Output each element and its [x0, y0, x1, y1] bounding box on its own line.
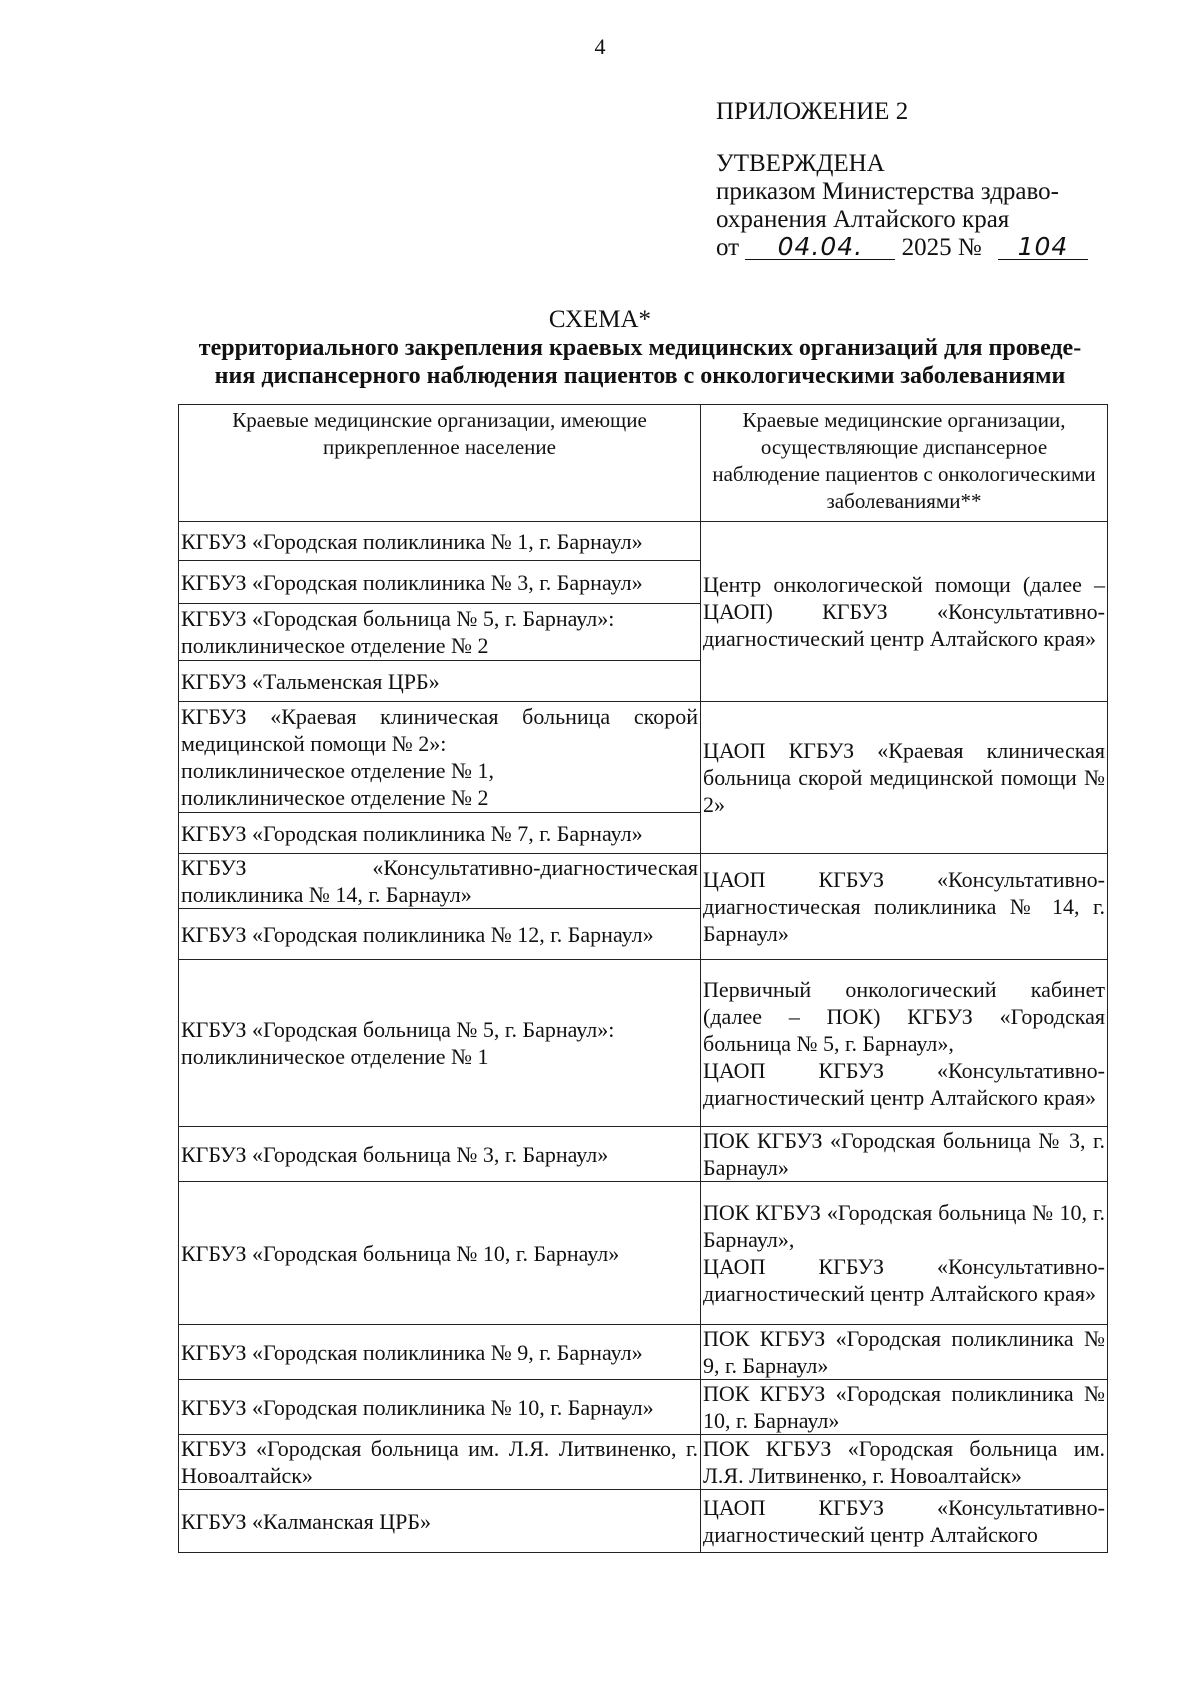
- attached-org-cell: [179, 1435, 701, 1490]
- attached-org-cell: [179, 813, 701, 854]
- appendix-label: ПРИЛОЖЕНИЕ 2: [716, 98, 909, 125]
- dispensary-org-cell: [701, 960, 1108, 1127]
- date-line: [716, 234, 1146, 262]
- schema-subtitle: [150, 334, 1130, 390]
- attached-org-cell: [179, 909, 701, 960]
- dispensary-org-line: ЦАОП КГБУЗ «Консультативно-диагностический центр Алтайского края»: [703, 1254, 1105, 1306]
- table-row: [179, 1490, 1108, 1553]
- attached-org-cell: [179, 1380, 701, 1435]
- dispensary-org-line: Первичный онкологический кабинет (далее – ПОК) КГБУЗ «Городская больница № 5, г. Барнаул»,: [703, 976, 1105, 1056]
- attached-org-line: КГБУЗ «Городская поликлиника № 1, г. Барнаул»: [181, 528, 643, 554]
- attached-org-cell: [179, 960, 701, 1127]
- attached-org-line: КГБУЗ «Городская больница им. Л.Я. Литвиненко, г. Новоалтайск»: [181, 1436, 698, 1488]
- table-row: [179, 1380, 1108, 1435]
- dispensary-org-line: ПОК КГБУЗ «Городская поликлиника № 10, г. Барнаул»: [703, 1381, 1105, 1433]
- dispensary-org-cell: [701, 1435, 1108, 1490]
- attached-org-line: КГБУЗ «Городская поликлиника № 3, г. Барнаул»: [181, 569, 643, 595]
- dispensary-org-line: ПОК КГБУЗ «Городская поликлиника № 9, г. Барнаул»: [703, 1326, 1105, 1378]
- dispensary-org-line: ЦАОП КГБУЗ «Консультативно-диагностическая поликлиника № 14, г. Барнаул»: [703, 867, 1105, 946]
- attached-org-cell: [179, 561, 701, 604]
- attached-org-line: КГБУЗ «Городская поликлиника № 9, г. Барнаул»: [181, 1339, 643, 1365]
- attached-org-cell: [179, 1127, 701, 1182]
- attached-org-line: КГБУЗ «Городская больница № 5, г. Барнаул»:: [181, 606, 615, 631]
- table-row: [179, 1127, 1108, 1182]
- dispensary-org-line: ЦАОП КГБУЗ «Консультативно-диагностический центр Алтайского: [703, 1495, 1105, 1547]
- table-row: [179, 1435, 1108, 1490]
- year-text: 2025 №: [901, 234, 982, 261]
- appendix-block: [716, 98, 1146, 262]
- attached-org-line: поликлиническое отделение № 1,: [181, 758, 495, 783]
- dispensary-org-cell: [701, 1325, 1108, 1380]
- attached-org-cell: [179, 604, 701, 661]
- table-row: [179, 960, 1108, 1127]
- dispensary-org-cell: [701, 854, 1108, 960]
- table-row: [179, 1325, 1108, 1380]
- approved-label: УТВЕРЖДЕНА: [716, 150, 885, 177]
- attached-org-cell: [179, 661, 701, 702]
- dispensary-org-line: ЦАОП КГБУЗ «Краевая клиническая больница скорой медицинской помощи № 2»: [703, 738, 1105, 817]
- subtitle-line-2: ния диспансерного наблюдения пациентов с онкологическими заболеваниями: [214, 363, 1066, 389]
- attached-org-line: КГБУЗ «Городская поликлиника № 7, г. Барнаул»: [181, 820, 643, 846]
- dispensary-org-cell: [701, 522, 1108, 702]
- handwritten-date: 04.04.: [745, 235, 895, 260]
- attached-org-line: КГБУЗ «Краевая клиническая больница скорой медицинской помощи № 2»:: [181, 704, 698, 756]
- approved-by-line-2: охранения Алтайского края: [716, 206, 1010, 233]
- dispensary-org-cell: [701, 1182, 1108, 1325]
- attached-org-cell: [179, 702, 701, 813]
- header-dispensary-orgs: Краевые медицинские организации, осуществляющие диспансерное наблюдение пациентов с онкологическими заболеваниями**: [701, 405, 1108, 522]
- attached-org-line: КГБУЗ «Консультативно-диагностическая поликлиника № 14, г. Барнаул»: [181, 855, 698, 907]
- attached-org-line: КГБУЗ «Городская поликлиника № 10, г. Барнаул»: [181, 1394, 654, 1420]
- attached-org-line: КГБУЗ «Тальменская ЦРБ»: [181, 668, 440, 694]
- table-row: [179, 854, 1108, 909]
- dispensary-org-cell: [701, 1380, 1108, 1435]
- handwritten-number: 104: [998, 235, 1088, 260]
- table-row: [179, 1182, 1108, 1325]
- table-body: [179, 522, 1108, 1553]
- attached-org-cell: [179, 1325, 701, 1380]
- dispensary-org-cell: [701, 702, 1108, 854]
- attached-org-line: КГБУЗ «Городская больница № 5, г. Барнаул»:: [181, 1017, 615, 1042]
- attached-org-cell: [179, 1490, 701, 1553]
- schema-title: СХЕМА*: [548, 306, 652, 333]
- attached-org-line: поликлиническое отделение № 2: [181, 633, 489, 658]
- attached-org-line: КГБУЗ «Городская поликлиника № 12, г. Барнаул»: [181, 921, 654, 947]
- subtitle-line-1: территориального закрепления краевых медицинских организаций для проведе-: [198, 335, 1082, 361]
- dispensary-org-cell: [701, 1490, 1108, 1553]
- attached-org-line: поликлиническое отделение № 2: [181, 785, 489, 810]
- dispensary-org-line: ПОК КГБУЗ «Городская больница № 10, г. Барнаул»,: [703, 1200, 1105, 1252]
- attached-org-line: КГБУЗ «Калманская ЦРБ»: [181, 1508, 431, 1534]
- approved-by-line-1: приказом Министерства здраво-: [716, 178, 1059, 205]
- attached-org-line: КГБУЗ «Городская больница № 10, г. Барнаул»: [181, 1240, 620, 1266]
- attached-org-cell: [179, 854, 701, 909]
- attached-org-line: поликлиническое отделение № 1: [181, 1044, 489, 1069]
- dispensary-org-line: Центр онкологической помощи (далее – ЦАОП) КГБУЗ «Консультативно-диагностический центр Алтайского края»: [703, 572, 1105, 651]
- attached-org-line: КГБУЗ «Городская больница № 3, г. Барнаул»: [181, 1141, 609, 1167]
- dispensary-org-line: ЦАОП КГБУЗ «Консультативно-диагностический центр Алтайского края»: [703, 1057, 1105, 1110]
- attached-org-cell: [179, 1182, 701, 1325]
- date-prefix: от: [716, 234, 740, 261]
- scheme-table: [178, 404, 1108, 1553]
- dispensary-org-line: ПОК КГБУЗ «Городская больница № 3, г. Барнаул»: [703, 1128, 1105, 1180]
- table-header-row: [179, 405, 1108, 522]
- attached-org-cell: [179, 522, 701, 561]
- page-number: 4: [594, 34, 606, 59]
- dispensary-org-cell: [701, 1127, 1108, 1182]
- table-row: [179, 522, 1108, 561]
- header-attached-orgs: Краевые медицинские организации, имеющие прикрепленное население: [179, 405, 701, 522]
- dispensary-org-line: ПОК КГБУЗ «Городская больница им. Л.Я. Литвиненко, г. Новоалтайск»: [703, 1436, 1105, 1488]
- table-row: [179, 702, 1108, 813]
